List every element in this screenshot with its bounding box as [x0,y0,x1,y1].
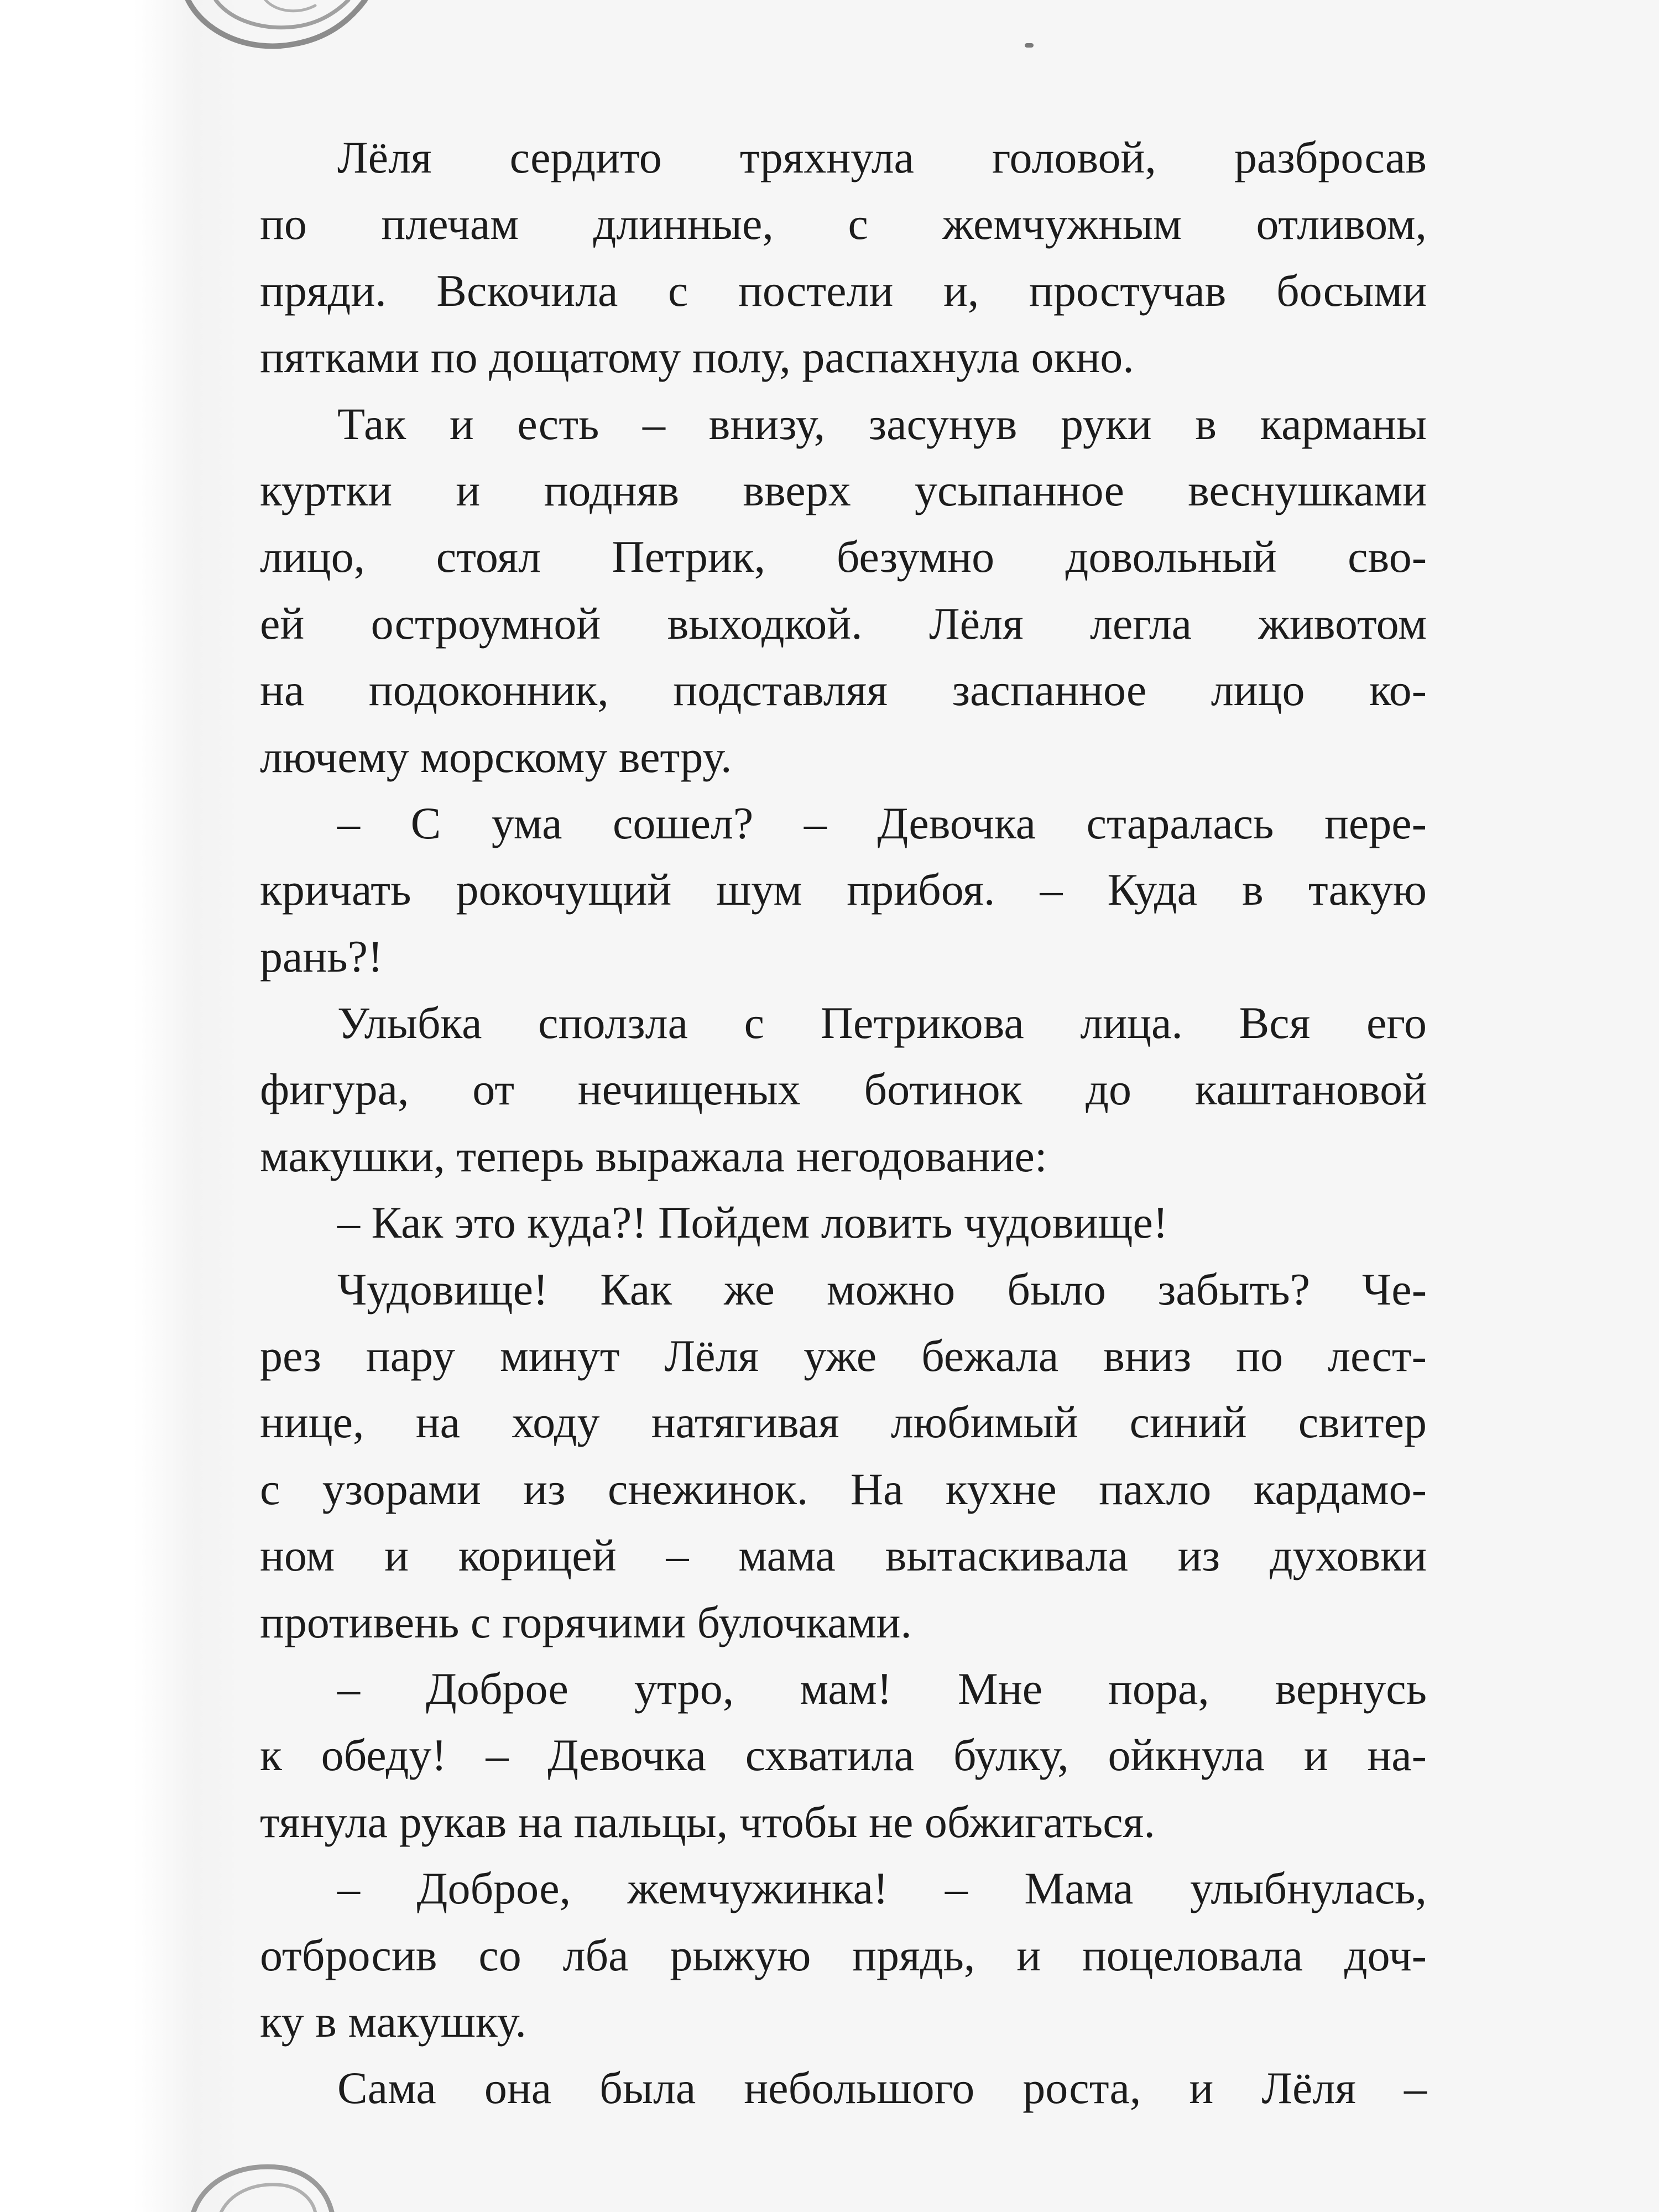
text-line: нице, на ходу натягивая любимый синий свитер [260,1397,1427,1448]
text-line: куртки и подняв вверх усыпанное веснушками [260,465,1427,515]
flourish-ornament-icon [182,2129,382,2212]
text-line: ку в макушку. [260,1996,526,2047]
text-line: Так и есть – внизу, засунув руки в карманы [337,398,1427,449]
text-line: рань?! [260,931,383,982]
text-line: с узорами из снежинок. На кухне пахло кардамо- [260,1463,1427,1514]
text-line: противень с горячими булочками. [260,1597,912,1647]
text-line: кричать рокочущий шум прибоя. – Куда в такую [260,864,1427,915]
page-gutter [0,0,243,2212]
flourish-ornament-icon [182,0,415,72]
text-line: ном и корицей – мама вытаскивала из духовки [260,1530,1427,1581]
text-line: на подоконник, подставляя заспанное лицо ко- [260,665,1427,716]
text-line: Чудовище! Как же можно было забыть? Че- [337,1264,1427,1314]
text-line: Сама она была небольшого роста, и Лёля – [337,2063,1427,2114]
text-line: пряди. Вскочила с постели и, простучав босыми [260,265,1427,316]
text-line: рез пару минут Лёля уже бежала вниз по лест- [260,1331,1427,1381]
text-line: лицо, стоял Петрик, безумно довольный сво- [260,531,1427,582]
text-line: фигура, от нечищеных ботинок до каштановой [260,1064,1427,1115]
text-line: – Доброе утро, мам! Мне пора, вернусь [337,1663,1427,1714]
text-line: – Доброе, жемчужинка! – Мама улыбнулась, [337,1863,1427,1914]
text-line: ей остроумной выходкой. Лёля легла животом [260,598,1427,649]
text-line: тянула рукав на пальцы, чтобы не обжигаться. [260,1796,1155,1847]
text-line: Улыбка сползла с Петрикова лица. Вся его [337,998,1427,1048]
text-line: Лёля сердито тряхнула головой, разбросав [337,132,1427,182]
text-line: – Как это куда?! Пойдем ловить чудовище! [337,1197,1168,1248]
text-line: отбросив со лба рыжую прядь, и поцеловала доч- [260,1929,1427,1980]
text-line: лючему морскому ветру. [260,731,732,782]
text-line: по плечам длинные, с жемчужным отливом, [260,199,1427,249]
page-body-text [260,124,1427,2122]
page-mark [1025,43,1034,48]
text-line: – С ума сошел? – Девочка старалась пере- [337,797,1427,848]
text-line: пятками по дощатому полу, распахнула окно. [260,332,1134,383]
text-line: макушки, теперь выражала негодование: [260,1130,1047,1181]
text-line: к обеду! – Девочка схватила булку, ойкнула и на- [260,1730,1427,1781]
